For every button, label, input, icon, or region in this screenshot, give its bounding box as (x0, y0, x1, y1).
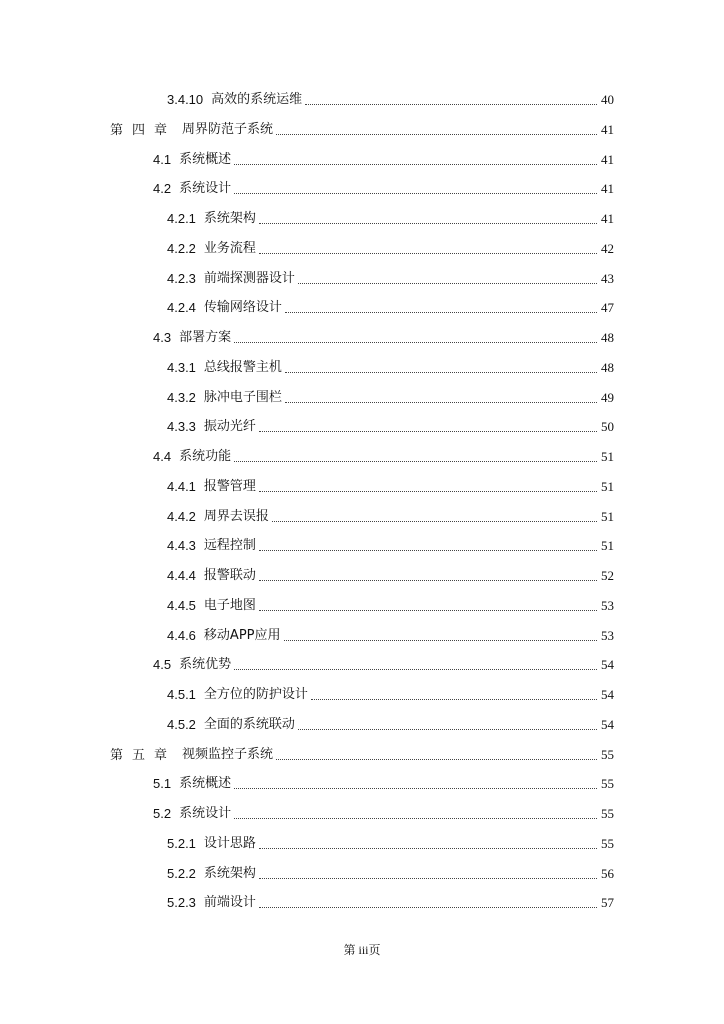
toc-entry[interactable] (167, 832, 614, 852)
toc-entry-title: 系统设计 (179, 181, 232, 196)
toc-entry-title: 报警管理 (203, 479, 256, 494)
dot-leader (285, 402, 597, 403)
toc-entry-number: 4.2 (153, 181, 172, 196)
toc-entry-title: 全面的系统联动 (203, 717, 295, 732)
toc-entry-title: 远程控制 (203, 538, 256, 553)
dot-leader (285, 372, 597, 373)
toc-entry-page: 50 (601, 419, 614, 434)
toc-entry[interactable] (153, 326, 614, 346)
toc-entry-number: 4.3.3 (167, 419, 196, 434)
dot-leader (259, 580, 597, 581)
toc-entry-page: 43 (601, 271, 614, 286)
dot-leader (234, 461, 597, 462)
toc-entry-page: 51 (601, 449, 614, 464)
dot-leader (298, 729, 597, 730)
toc-entry[interactable] (110, 743, 614, 763)
toc-entry-page: 53 (601, 628, 614, 643)
toc-entry[interactable] (167, 296, 614, 316)
dot-leader (234, 818, 597, 819)
toc-entry-page: 53 (601, 598, 614, 613)
dot-leader (276, 134, 597, 135)
toc-entry-title: 系统设计 (179, 806, 232, 821)
toc-entry[interactable] (153, 802, 614, 822)
toc-entry-number: 4.4.1 (167, 479, 196, 494)
toc-entry[interactable] (153, 653, 614, 673)
toc-entry-title: 视频监控子系统 (182, 747, 274, 762)
toc-entry-title: 传输网络设计 (203, 300, 282, 315)
toc-entry-title: 移动APP应用 (203, 628, 281, 643)
toc-entry-page: 42 (601, 241, 614, 256)
toc-entry-title: 系统功能 (179, 449, 232, 464)
toc-entry-title: 系统架构 (203, 211, 256, 226)
toc-entry-page: 55 (601, 836, 614, 851)
toc-entry-number: 5.2.2 (167, 866, 196, 881)
toc-entry-title: 前端设计 (203, 895, 256, 910)
toc-entry[interactable] (167, 564, 614, 584)
toc-entry-title: 脉冲电子围栏 (203, 390, 282, 405)
toc-entry-title: 系统概述 (179, 776, 232, 791)
toc-entry-number: 4.2.3 (167, 271, 196, 286)
toc-entry-page: 51 (601, 538, 614, 553)
toc-entry[interactable] (153, 177, 614, 197)
dot-leader (285, 312, 597, 313)
dot-leader (276, 759, 597, 760)
toc-entry[interactable] (167, 594, 614, 614)
toc-entry-page: 48 (601, 330, 614, 345)
toc-entry-page: 55 (601, 747, 614, 762)
toc-entry-page: 52 (601, 568, 614, 583)
dot-leader (259, 610, 597, 611)
dot-leader (259, 878, 597, 879)
toc-entry-title: 系统概述 (179, 152, 232, 167)
toc-entry-page: 47 (601, 300, 614, 315)
toc-entry-number: 5.2.1 (167, 836, 196, 851)
toc-entry[interactable] (153, 445, 614, 465)
dot-leader (259, 431, 597, 432)
toc-entry-number: 4.4.4 (167, 568, 196, 583)
dot-leader (305, 104, 597, 105)
toc-entry[interactable] (167, 475, 614, 495)
toc-entry-title: 总线报警主机 (203, 360, 282, 375)
toc-entry-title: 电子地图 (203, 598, 256, 613)
toc-entry[interactable] (167, 891, 614, 911)
toc-entry-page: 51 (601, 509, 614, 524)
toc-entry-number: 第五章 (110, 747, 177, 762)
toc-entry-number: 5.1 (153, 776, 172, 791)
toc-entry-number: 4.2.1 (167, 211, 196, 226)
toc-entry[interactable] (167, 862, 614, 882)
toc-entry[interactable] (167, 267, 614, 287)
toc-entry-title: 部署方案 (179, 330, 232, 345)
dot-leader (259, 848, 597, 849)
toc-entry-page: 40 (601, 92, 614, 107)
toc-entry-page: 55 (601, 806, 614, 821)
toc-entry[interactable] (167, 683, 614, 703)
dot-leader (259, 253, 597, 254)
toc-entry-title: 前端探测器设计 (203, 271, 295, 286)
dot-leader (259, 907, 597, 908)
toc-entry[interactable] (167, 505, 614, 525)
toc-entry-number: 4.5.2 (167, 717, 196, 732)
toc-entry-page: 49 (601, 390, 614, 405)
toc-entry-page: 48 (601, 360, 614, 375)
toc-entry[interactable] (167, 415, 614, 435)
dot-leader (234, 788, 597, 789)
toc-entry-page: 51 (601, 479, 614, 494)
toc-entry-number: 4.4.2 (167, 509, 196, 524)
toc-entry-page: 41 (601, 122, 614, 137)
dot-leader (234, 193, 597, 194)
toc-entry[interactable] (110, 118, 614, 138)
toc-entry[interactable] (167, 88, 614, 108)
dot-leader (259, 550, 597, 551)
toc-entry-number: 4.5 (153, 657, 172, 672)
toc-entry-title: 设计思路 (203, 836, 256, 851)
dot-leader (234, 669, 597, 670)
toc-entry-page: 54 (601, 687, 614, 702)
toc-entry[interactable] (167, 356, 614, 376)
toc-entry-page: 41 (601, 211, 614, 226)
dot-leader (311, 699, 597, 700)
toc-entry-page: 41 (601, 181, 614, 196)
toc-entry-page: 57 (601, 895, 614, 910)
toc-entry-page: 41 (601, 152, 614, 167)
toc-entry[interactable] (153, 772, 614, 792)
toc-entry-title: 周界防范子系统 (182, 122, 274, 137)
toc-entry-number: 4.5.1 (167, 687, 196, 702)
toc-entry-title: 系统架构 (203, 866, 256, 881)
toc-entry-title: 报警联动 (203, 568, 256, 583)
toc-entry-title: 业务流程 (203, 241, 256, 256)
toc-entry[interactable] (167, 207, 614, 227)
toc-entry-number: 4.3 (153, 330, 172, 345)
dot-leader (272, 521, 597, 522)
toc-entry[interactable] (167, 713, 614, 733)
toc-entry-title: 振动光纤 (203, 419, 256, 434)
toc-entry-number: 4.4.5 (167, 598, 196, 613)
toc-entry-number: 4.4 (153, 449, 172, 464)
toc-entry[interactable] (153, 148, 614, 168)
toc-entry-page: 55 (601, 776, 614, 791)
toc-entry[interactable] (167, 237, 614, 257)
toc-entry-number: 5.2 (153, 806, 172, 821)
toc-entry[interactable] (167, 386, 614, 406)
toc-entry-number: 4.2.2 (167, 241, 196, 256)
toc-entry-number: 第四章 (110, 122, 177, 137)
page-footer: 第 iii页 (343, 943, 381, 957)
toc-entry-page: 54 (601, 717, 614, 732)
toc-entry-number: 4.4.3 (167, 538, 196, 553)
dot-leader (259, 491, 597, 492)
toc-entry-title: 系统优势 (179, 657, 232, 672)
toc-entry-number: 4.3.1 (167, 360, 196, 375)
toc-entry-title: 高效的系统运维 (211, 92, 303, 107)
dot-leader (284, 640, 598, 641)
toc-entry[interactable] (167, 534, 614, 554)
toc-entry-title: 全方位的防护设计 (203, 687, 308, 702)
toc-entry-page: 54 (601, 657, 614, 672)
dot-leader (298, 283, 597, 284)
toc-entry[interactable] (167, 624, 614, 644)
toc-entry-number: 5.2.3 (167, 895, 196, 910)
dot-leader (234, 342, 597, 343)
toc-entry-page: 56 (601, 866, 614, 881)
toc-entry-title: 周界去误报 (203, 509, 269, 524)
toc-entry-number: 4.1 (153, 152, 172, 167)
toc-entry-number: 4.2.4 (167, 300, 196, 315)
dot-leader (234, 164, 597, 165)
toc-entry-number: 3.4.10 (167, 92, 204, 107)
dot-leader (259, 223, 597, 224)
toc-entry-number: 4.4.6 (167, 628, 196, 643)
toc-entry-number: 4.3.2 (167, 390, 196, 405)
